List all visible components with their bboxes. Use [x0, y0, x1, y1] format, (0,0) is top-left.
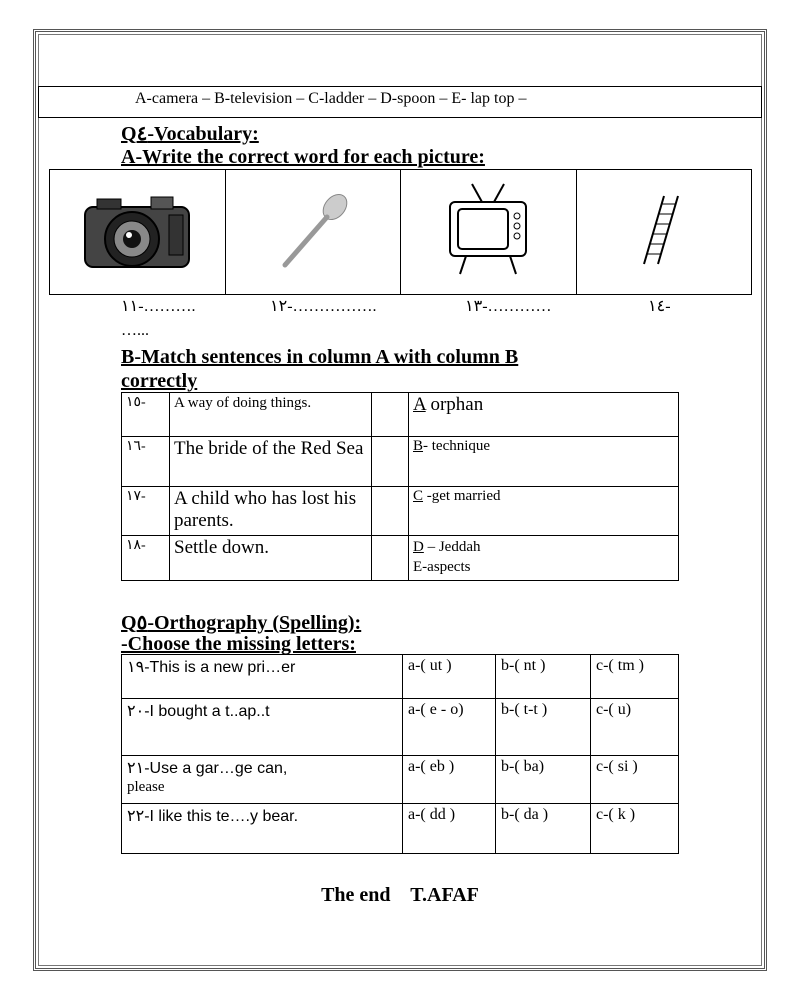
spelling-question: ٢١-Use a gar…ge can,	[127, 760, 288, 777]
match-row	[122, 536, 679, 581]
picture-cell-ladder	[576, 170, 752, 295]
match-answer-cell[interactable]	[372, 536, 409, 581]
spelling-question-cell	[122, 756, 403, 804]
spelling-row	[122, 804, 679, 854]
match-column-a: Settle down.	[170, 536, 372, 581]
match-number: ١٧-	[122, 487, 170, 536]
match-column-a: A way of doing things.	[170, 393, 372, 437]
match-number: ١٨-	[122, 536, 170, 581]
picture-cell-spoon	[225, 170, 401, 295]
match-answer-cell[interactable]	[372, 393, 409, 437]
match-column-a: A child who has lost his parents.	[170, 487, 372, 536]
q5-title: Q٥-Orthography (Spelling):	[121, 612, 362, 634]
q5-subtitle: -Choose the missing letters:	[121, 633, 356, 655]
match-column-b	[409, 487, 679, 536]
blank-11[interactable]: ١١-……….	[121, 298, 196, 315]
match-number: ١٥-	[122, 393, 170, 437]
ladder-image	[634, 190, 694, 270]
q4-b-title: B-Match sentences in column A with column B	[121, 346, 519, 368]
blank-14-continued: …...	[121, 322, 149, 339]
q4-b-title-line2: correctly	[121, 370, 198, 392]
match-answer-cell[interactable]	[372, 487, 409, 536]
match-letter: D	[413, 539, 424, 555]
match-column-b	[409, 536, 679, 581]
match-option: - technique	[423, 438, 491, 454]
match-row	[122, 487, 679, 536]
spelling-row	[122, 756, 679, 804]
option-a[interactable]: a-( e - o)	[403, 699, 496, 756]
spelling-question: ١٩-This is a new pri…er	[122, 655, 403, 699]
spelling-question-cont: please	[127, 779, 165, 795]
option-b[interactable]: b-( ba)	[496, 756, 591, 804]
match-letter: C	[413, 488, 424, 504]
match-option: -get married	[423, 488, 501, 504]
match-option: – Jeddah	[423, 539, 481, 555]
match-row	[122, 393, 679, 437]
picture-table	[49, 169, 752, 295]
option-c[interactable]: c-( si )	[591, 756, 679, 804]
option-b[interactable]: b-( da )	[496, 804, 591, 854]
match-option: orphan	[425, 394, 484, 415]
q4-a-title: A-Write the correct word for each picture:	[121, 146, 485, 168]
match-answer-cell[interactable]	[372, 437, 409, 487]
match-option-extra: E-aspects	[413, 559, 471, 575]
option-a[interactable]: a-( ut )	[403, 655, 496, 699]
option-c[interactable]: c-( u)	[591, 699, 679, 756]
footer-text: The end T.AFAF	[321, 884, 479, 906]
match-column-b	[409, 393, 679, 437]
word-bank: A-camera – B-television – C-ladder – D-spoon – E- lap top –	[38, 86, 762, 118]
option-b[interactable]: b-( t-t )	[496, 699, 591, 756]
blank-14[interactable]: ١٤-	[648, 298, 671, 315]
match-letter: A	[413, 394, 426, 415]
picture-cell-camera	[50, 170, 226, 295]
spoon-image	[263, 185, 363, 275]
spelling-row	[122, 699, 679, 756]
match-letter: B	[413, 438, 424, 454]
spelling-question: ٢٠-I bought a t..ap..t	[122, 699, 403, 756]
match-row	[122, 437, 679, 487]
option-c[interactable]: c-( k )	[591, 804, 679, 854]
picture-cell-television	[401, 170, 577, 295]
option-b[interactable]: b-( nt )	[496, 655, 591, 699]
blank-12[interactable]: ١٢-…………….	[270, 298, 377, 315]
match-column-b	[409, 437, 679, 487]
option-c[interactable]: c-( tm )	[591, 655, 679, 699]
q4-title: Q٤-Vocabulary:	[121, 123, 259, 145]
spelling-question: ٢٢-I like this te….y bear.	[122, 804, 403, 854]
match-table	[121, 392, 679, 581]
blank-13[interactable]: ١٣-…………	[465, 298, 552, 315]
television-image	[438, 180, 538, 280]
option-a[interactable]: a-( eb )	[403, 756, 496, 804]
camera-image	[77, 185, 197, 275]
match-number: ١٦-	[122, 437, 170, 487]
spelling-row	[122, 655, 679, 699]
spelling-table	[121, 654, 679, 854]
match-column-a: The bride of the Red Sea	[170, 437, 372, 487]
option-a[interactable]: a-( dd )	[403, 804, 496, 854]
